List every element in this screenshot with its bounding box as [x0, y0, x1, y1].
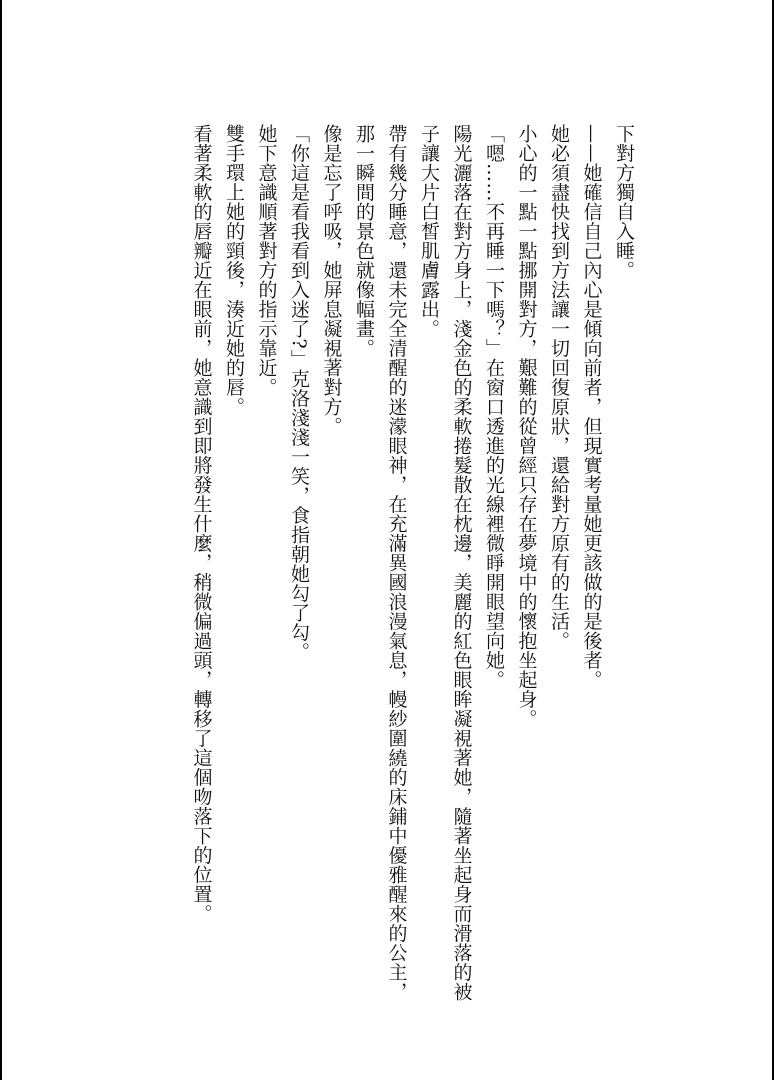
paragraph: 下對方獨自入睡。 — [613, 124, 635, 280]
paragraph: 像是忘了呼吸，她屏息凝視著對方。 — [320, 124, 343, 436]
paragraph: 她下意識順著對方的指示靠近。 — [255, 124, 278, 397]
paragraph: 帶有幾分睡意，還未完全清醒的迷濛眼神，在充滿異國浪漫氣息，幔紗圍繞的床鋪中優雅醒來的公主，那一瞬間的景色就像幅畫。 — [353, 124, 408, 1002]
paragraph: 看著柔軟的唇瓣近在眼前，她意識到即將發生什麼，稍微偏過頭，轉移了這個吻落下的位置。 — [190, 124, 213, 924]
vertical-text-body — [150, 124, 640, 1004]
paragraph: 「嗯……不再睡一下嗎？」在窗口透進的光線裡微睜開眼望向她。 — [483, 124, 505, 690]
paragraph: 雙手環上她的頸後，湊近她的唇。 — [223, 124, 245, 417]
paragraph: 陽光灑落在對方身上，淺金色的柔軟捲髮散在枕邊，美麗的紅色眼眸凝視著她，隨著坐起身而滑落的被子讓大片白皙肌膚露出。 — [418, 124, 473, 1002]
paragraph: 「你這是看我看到入迷了?」克洛淺淺一笑，食指朝她勾了勾。 — [288, 124, 310, 662]
paragraph: ——她確信自己內心是傾向前者，但現實考量她更該做的是後者。 — [580, 124, 603, 690]
paragraph: 小心的一點一點挪開對方，艱難的從曾經只存在夢境中的懷抱坐起身。 — [515, 124, 538, 729]
paragraph: 她必須盡快找到方法讓一切回復原狀，還給對方原有的生活。 — [548, 124, 570, 651]
